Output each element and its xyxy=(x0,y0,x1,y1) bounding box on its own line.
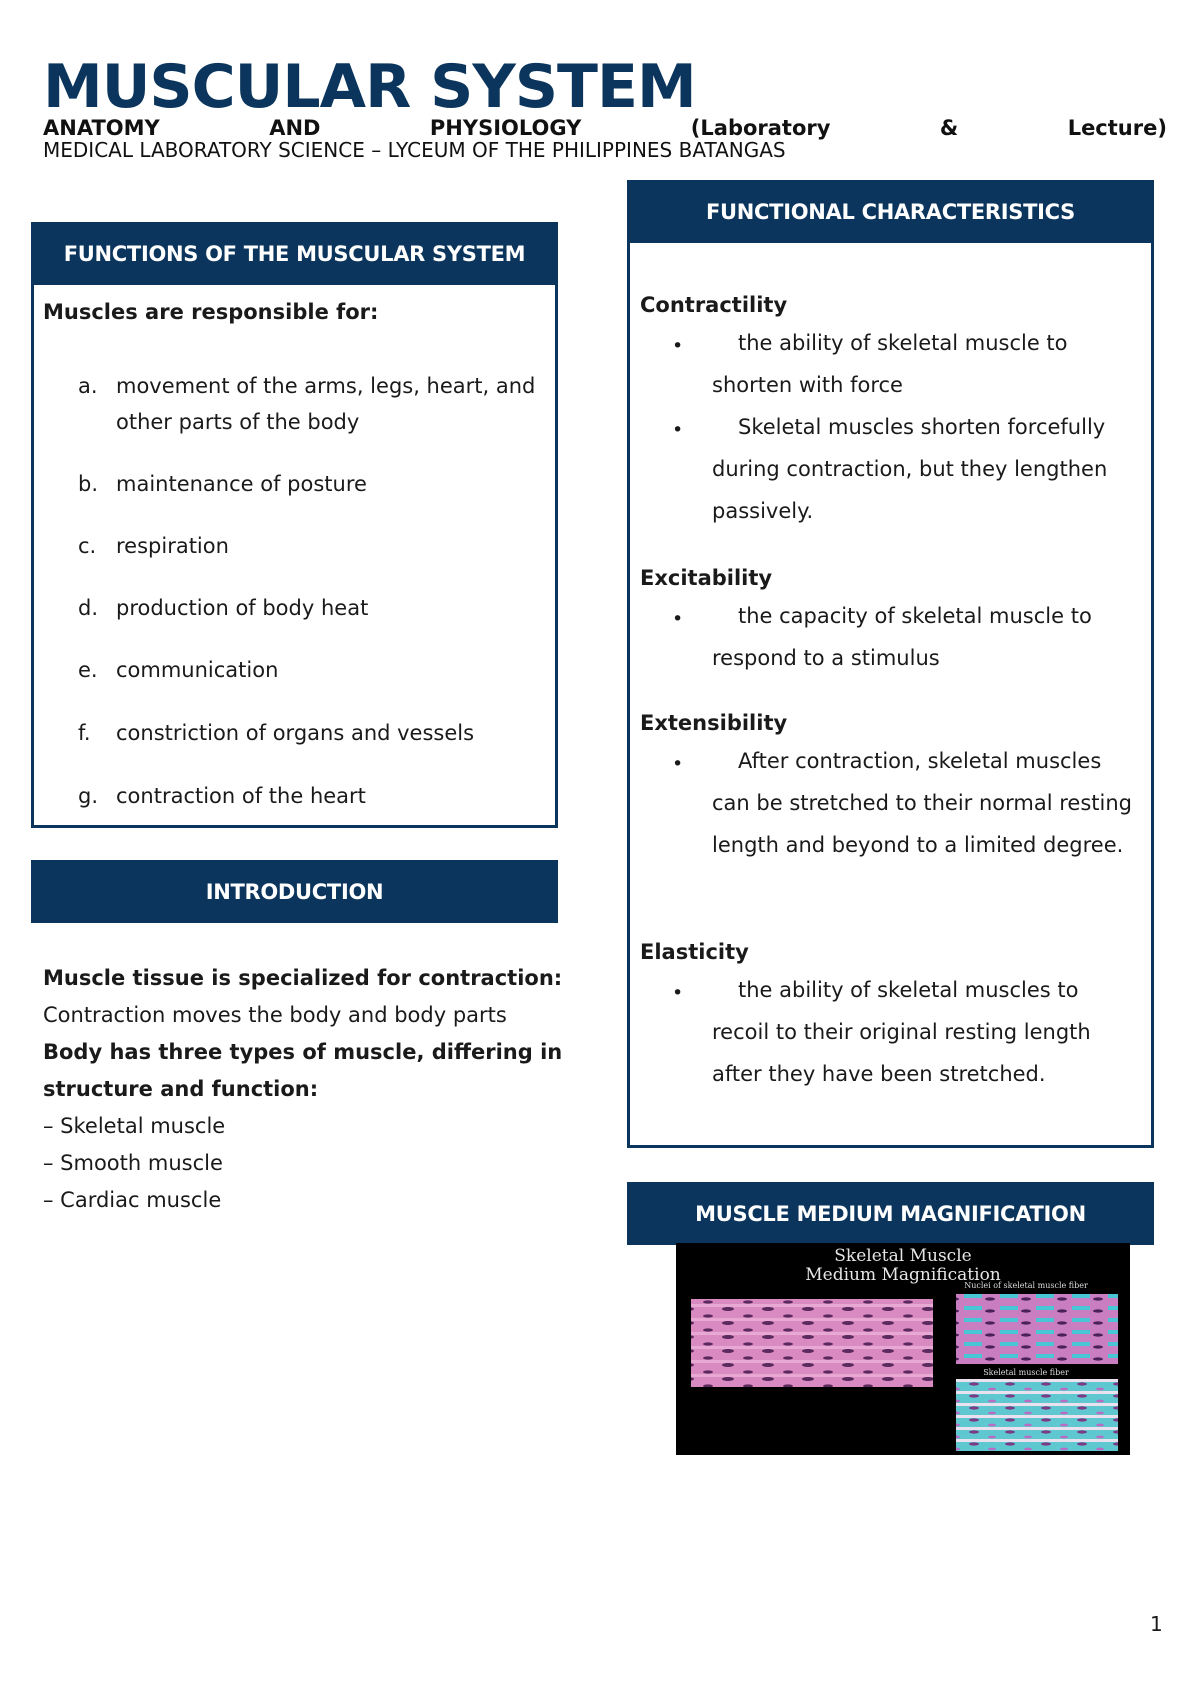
list-text: communication xyxy=(116,658,279,682)
muscle-type: – Smooth muscle xyxy=(43,1151,223,1175)
term-point: the capacity of skeletal muscle to respond to a stimulus xyxy=(712,604,1092,670)
list-text: contraction of the heart xyxy=(116,784,366,808)
list-letter: e. xyxy=(78,658,98,682)
image-title-1: Skeletal Muscle xyxy=(834,1246,972,1266)
intro-bold: Muscle tissue is specialized for contraction: xyxy=(43,966,563,990)
list-item xyxy=(78,590,548,626)
term-heading: Contractility xyxy=(640,293,788,317)
list-text: production of body heat xyxy=(116,596,369,620)
term-point: the ability of skeletal muscles to recoil to their original resting length after they have been stretched. xyxy=(712,978,1091,1086)
intro-paragraph xyxy=(43,1034,563,1108)
subtitle-word: (Laboratory xyxy=(690,116,831,140)
list-item xyxy=(78,652,548,688)
micrograph-image xyxy=(676,1243,1130,1455)
page-number: 1 xyxy=(1150,1612,1163,1636)
institution-line: MEDICAL LABORATORY SCIENCE – LYCEUM OF THE PHILIPPINES BATANGAS xyxy=(43,138,786,162)
course-subtitle xyxy=(43,116,1167,140)
muscle-type: – Skeletal muscle xyxy=(43,1114,226,1138)
term-heading: Extensibility xyxy=(640,711,788,735)
list-letter: d. xyxy=(78,596,99,620)
list-letter: c. xyxy=(78,534,97,558)
list-letter: a. xyxy=(78,374,98,398)
mixed-micrograph xyxy=(956,1294,1118,1364)
page-title: MUSCULAR SYSTEM xyxy=(43,52,696,122)
term-heading: Elasticity xyxy=(640,940,749,964)
subtitle-word: Lecture) xyxy=(1067,116,1167,140)
subtitle-word: ANATOMY xyxy=(43,116,160,140)
list-letter: f. xyxy=(78,721,91,745)
list-text: movement of the arms, legs, heart, and other parts of the body xyxy=(116,374,536,434)
list-text: respiration xyxy=(116,534,229,558)
term-point: Skeletal muscles shorten forcefully during contraction, but they lengthen passively. xyxy=(712,415,1108,523)
list-item xyxy=(78,368,548,440)
term-point: After contraction, skeletal muscles can be stretched to their normal resting length and beyond to a limited degree. xyxy=(712,749,1132,857)
intro-text: Contraction moves the body and body parts xyxy=(43,1003,507,1027)
list-item xyxy=(78,778,548,814)
list-letter: g. xyxy=(78,784,99,808)
introduction-body xyxy=(43,960,563,1219)
list-item xyxy=(78,528,548,564)
functional-header: FUNCTIONAL CHARACTERISTICS xyxy=(627,180,1154,243)
magnification-header: MUSCLE MEDIUM MAGNIFICATION xyxy=(627,1182,1154,1245)
intro-paragraph xyxy=(43,960,563,1034)
bullet-icon: • xyxy=(672,335,684,357)
bullet-icon: • xyxy=(672,753,684,775)
cyan-micrograph xyxy=(956,1379,1118,1451)
list-item xyxy=(78,715,548,751)
nuclei-label: Nuclei of skeletal muscle fiber xyxy=(964,1281,1088,1290)
subtitle-word: & xyxy=(939,116,959,140)
functions-lead: Muscles are responsible for: xyxy=(43,300,379,324)
functions-header: FUNCTIONS OF THE MUSCULAR SYSTEM xyxy=(31,222,558,285)
subtitle-word: AND xyxy=(269,116,321,140)
muscle-type: – Cardiac muscle xyxy=(43,1188,222,1212)
subtitle-word: PHYSIOLOGY xyxy=(429,116,582,140)
term-point: the ability of skeletal muscle to shorten with force xyxy=(712,331,1068,397)
fiber-label: Skeletal muscle fiber xyxy=(983,1368,1069,1377)
term-heading: Excitability xyxy=(640,566,773,590)
list-letter: b. xyxy=(78,472,99,496)
bullet-icon: • xyxy=(672,608,684,630)
list-item xyxy=(78,466,548,502)
pink-micrograph xyxy=(691,1299,933,1387)
introduction-header: INTRODUCTION xyxy=(31,860,558,923)
list-text: maintenance of posture xyxy=(116,472,367,496)
image-title-2: Medium Magnification xyxy=(805,1265,1001,1285)
micrograph-svg xyxy=(676,1243,1130,1455)
bullet-icon: • xyxy=(672,419,684,441)
list-text: constriction of organs and vessels xyxy=(116,721,475,745)
intro-bold: Body has three types of muscle, differing in structure and function: xyxy=(43,1040,563,1101)
bullet-icon: • xyxy=(672,982,684,1004)
